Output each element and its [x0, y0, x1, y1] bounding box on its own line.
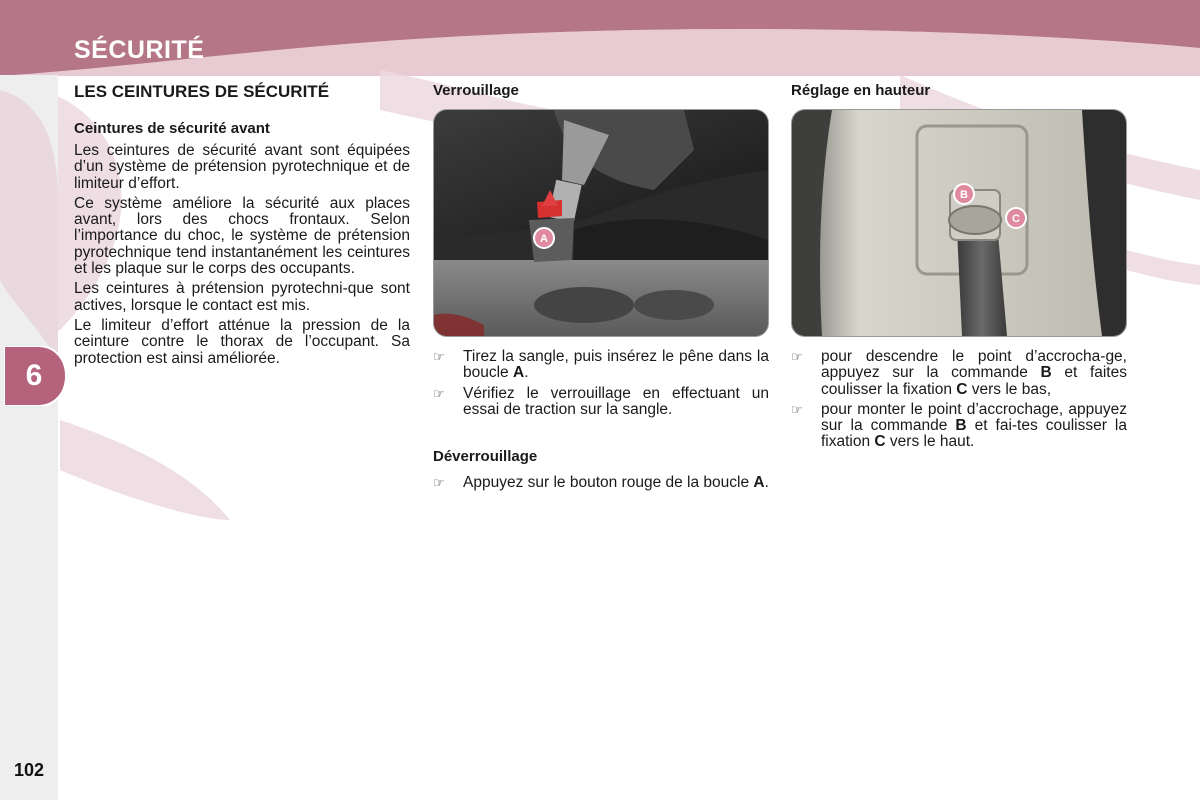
middle-column: [433, 82, 769, 495]
photo-marker-b: B: [960, 189, 968, 201]
list-item: ☞ pour descendre le point d’accrocha-ge, appuyez sur la commande B et faites coulisser la fixation C vers le bas,: [791, 348, 1127, 398]
subsection-title: Ceintures de sécurité avant: [74, 120, 270, 137]
header-title: SÉCURITÉ: [74, 36, 205, 64]
seatbelt-buckle-photo: [433, 109, 769, 337]
pointing-hand-icon: ☞: [791, 349, 803, 364]
height-adjust-heading: Réglage en hauteur: [791, 82, 931, 99]
right-column: [791, 82, 1127, 455]
unlocking-steps: [433, 475, 769, 491]
photo-marker-a: A: [540, 233, 548, 245]
pointing-hand-icon: ☞: [433, 349, 445, 364]
list-item: ☞ Appuyez sur le bouton rouge de la boucle A.: [433, 474, 769, 492]
pointing-hand-icon: ☞: [791, 401, 803, 417]
section-title: LES CEINTURES DE SÉCURITÉ: [74, 82, 330, 101]
left-column: [74, 82, 410, 371]
paragraph: Ce système améliore la sécurité aux places avant, lors des chocs frontaux. Selon l’importance du choc, le système de prétension pyrotechnique tend instantanément les ceintures et les plaque sur le corps des occupants.: [74, 194, 410, 278]
pointing-hand-icon: ☞: [433, 475, 445, 491]
list-item: ☞ pour monter le point d’accrochage, appuyez sur la commande B et fai-tes coulisser la fixation C vers le haut.: [791, 400, 1127, 451]
pointing-hand-icon: ☞: [433, 385, 445, 401]
locking-steps: [433, 349, 769, 418]
page-number: 102: [14, 760, 45, 780]
paragraph: Les ceintures de sécurité avant sont équipées d’un système de prétension pyrotechnique et de limiteur d’effort.: [74, 142, 410, 192]
list-item: ☞ Tirez la sangle, puis insérez le pêne dans la boucle A.: [433, 348, 769, 382]
list-item: ☞ Vérifiez le verrouillage en effectuant un essai de traction sur la sangle.: [433, 384, 769, 418]
chapter-number: 6: [25, 359, 43, 392]
height-adjuster-photo: [791, 109, 1127, 337]
locking-heading: Verrouillage: [433, 82, 519, 99]
unlocking-heading: Déverrouillage: [433, 448, 538, 466]
height-adjust-steps: [791, 349, 1127, 451]
photo-marker-c: C: [1012, 213, 1020, 225]
paragraph: Les ceintures à prétension pyrotechni-que sont actives, lorsque le contact est mis.: [74, 280, 410, 314]
paragraph: Le limiteur d’effort atténue la pression de la ceinture contre le thorax de l’occupant. Sa protection est ainsi améliorée.: [74, 316, 410, 367]
